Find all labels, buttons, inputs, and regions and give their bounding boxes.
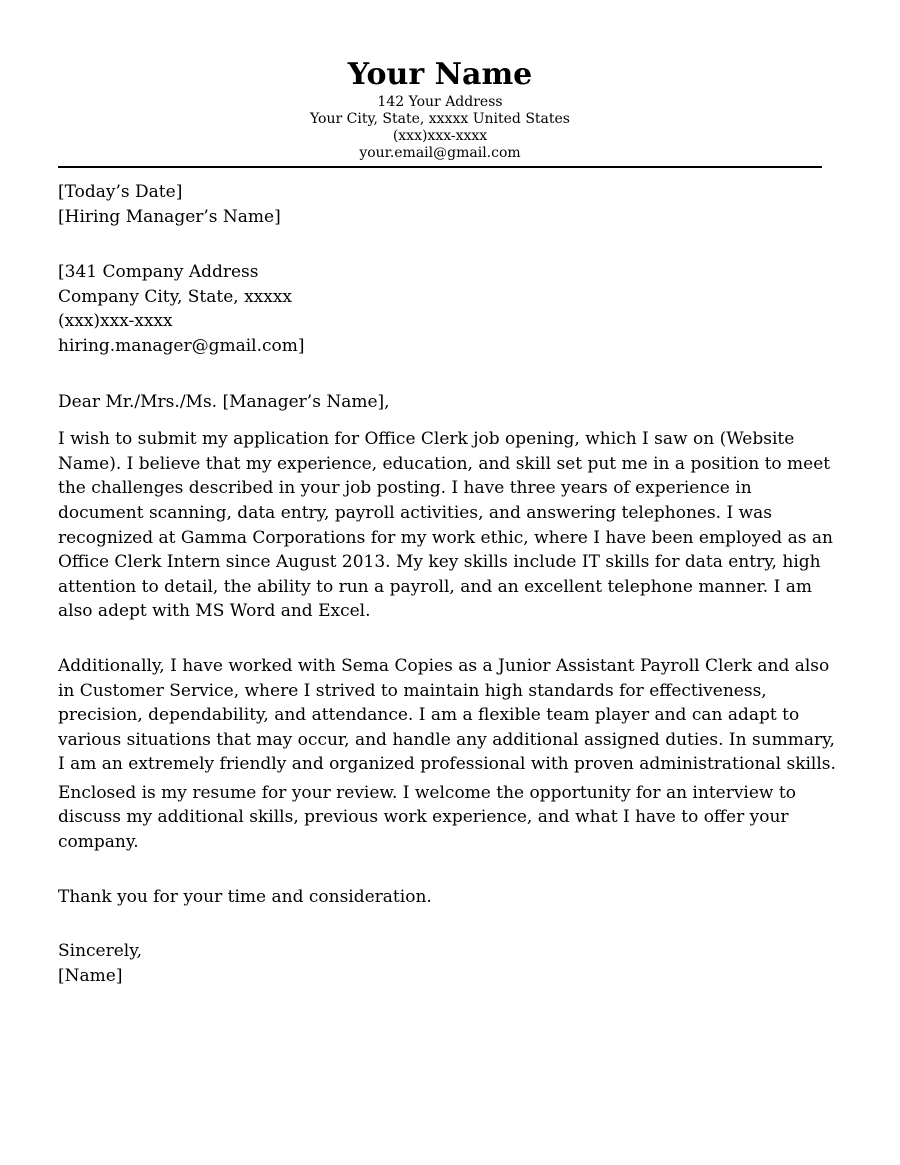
body-paragraph-2: Additionally, I have worked with Sema Copies as a Junior Assistant Payroll Clerk and also in Customer Service, where I strived to maintain high standards for effectiveness, precision, dependability, and attendance. I am a flexible team player and can adapt to various situations that may occur, and handle any additional assigned duties. In summary, I am an extremely friendly and organized professional with proven administrational skills.: [58, 655, 836, 775]
thank-you-line: Thank you for your time and consideration.: [58, 886, 432, 907]
header-divider: [58, 166, 822, 168]
spacer: [58, 359, 838, 390]
company-city: Company City, State, xxxxx: [58, 286, 293, 307]
company-email: hiring.manager@gmail.com]: [58, 335, 305, 356]
spacer: [58, 229, 838, 260]
spacer: [58, 909, 838, 939]
signature: [Name]: [58, 965, 123, 986]
sender-email: your.email@gmail.com: [359, 145, 521, 161]
spacer: [58, 855, 838, 885]
spacer: [58, 624, 838, 654]
company-phone: (xxx)xxx-xxxx: [58, 311, 173, 332]
sender-address: 142 Your Address: [377, 94, 503, 110]
sender-phone: (xxx)xxx-xxxx: [392, 128, 488, 144]
salutation: Dear Mr./Mrs./Ms. [Manager’s Name],: [58, 391, 390, 412]
letter-header: [58, 56, 822, 162]
company-address: [341 Company Address: [58, 262, 259, 283]
sender-city-line: Your City, State, xxxxx United States: [310, 111, 570, 127]
body-paragraph-1: I wish to submit my application for Office Clerk job opening, which I saw on (Website Name). I believe that my experience, education, and skill set put me in a position to meet the challenges described in your job posting. I have three years of experience in document scanning, data entry, payroll activities, and answering telephones. I was recognized at Gamma Corporations for my work ethic, where I have been employed as an Office Clerk Intern since August 2013. My key skills include IT skills for data entry, high attention to detail, the ability to run a payroll, and an excellent telephone manner. I am also adept with MS Word and Excel.: [58, 429, 833, 622]
letter-date: [Today’s Date]: [58, 182, 183, 202]
body-paragraph-3: Enclosed is my resume for your review. I welcome the opportunity for an interview to discuss my additional skills, previous work experience, and what I have to offer your company.: [58, 782, 796, 853]
closing: Sincerely,: [58, 941, 142, 962]
hiring-manager-name: [Hiring Manager’s Name]: [58, 206, 281, 227]
spacer: [58, 414, 838, 427]
sender-name: Your Name: [347, 57, 533, 92]
letter-body: [58, 180, 838, 988]
